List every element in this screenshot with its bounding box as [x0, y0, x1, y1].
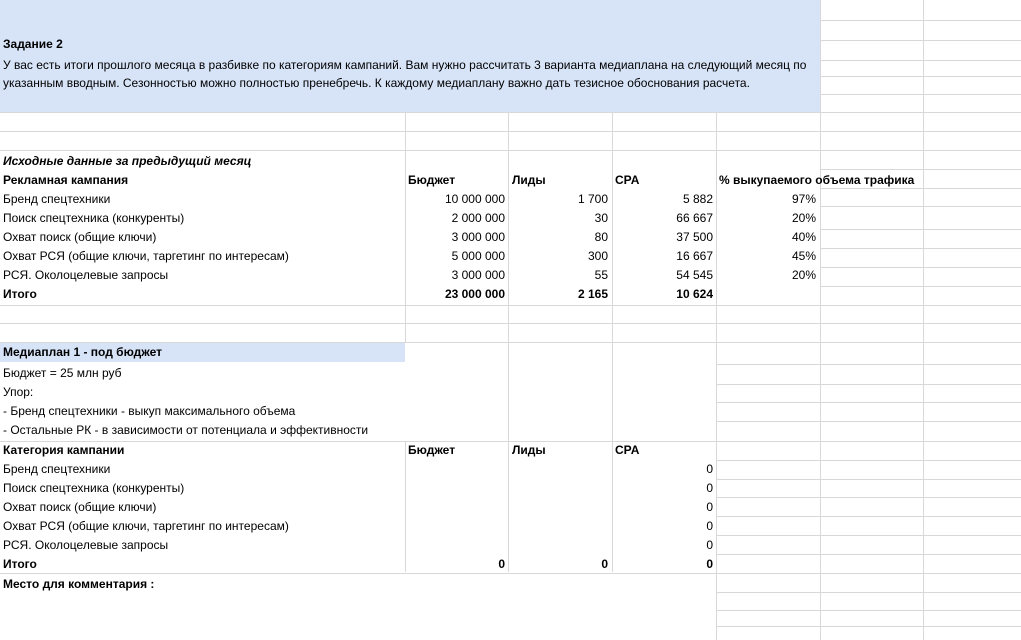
plan1-row-category[interactable]: Поиск спецтехника (конкуренты): [3, 481, 185, 495]
row-border: [716, 535, 1021, 536]
header-budget[interactable]: Бюджет: [408, 173, 456, 187]
source-row-campaign[interactable]: Охват поиск (общие ключи): [3, 230, 157, 244]
row-border: [820, 248, 1021, 249]
row-border: [716, 421, 1021, 422]
source-row-leads[interactable]: 55: [594, 268, 608, 282]
row-border: [0, 323, 1021, 324]
source-row-budget[interactable]: 10 000 000: [444, 192, 505, 206]
row-border: [820, 229, 1021, 230]
plan1-note[interactable]: - Остальные РК - в зависимости от потенциала и эффективности: [3, 423, 369, 437]
plan1-row-cpa[interactable]: 0: [706, 500, 713, 514]
column-border: [508, 342, 509, 572]
source-row-cpa[interactable]: 16 667: [676, 249, 713, 263]
header-campaign[interactable]: Рекламная кампания: [3, 173, 129, 187]
source-row-campaign[interactable]: Бренд спецтехники: [3, 192, 111, 206]
plan1-row-category[interactable]: Бренд спецтехники: [3, 462, 111, 476]
plan1-total-leads[interactable]: 0: [601, 557, 608, 571]
source-total-budget[interactable]: 23 000 000: [444, 287, 505, 301]
plan1-header-category[interactable]: Категория кампании: [3, 443, 125, 457]
plan1-header-leads[interactable]: Лиды: [512, 443, 546, 457]
plan1-note[interactable]: Бюджет = 25 млн руб: [3, 366, 122, 380]
row-border: [820, 94, 1021, 95]
source-heading[interactable]: Исходные данные за предыдущий месяц: [3, 154, 252, 168]
row-border: [0, 305, 1021, 306]
plan1-title[interactable]: Медиаплан 1 - под бюджет: [3, 345, 163, 359]
source-row-leads[interactable]: 300: [587, 249, 608, 263]
row-border: [0, 131, 1021, 132]
source-row-traffic-share[interactable]: 20%: [791, 211, 816, 225]
header-traffic-share[interactable]: % выкупаемого объема трафика: [719, 173, 915, 187]
source-row-leads[interactable]: 1 700: [577, 192, 608, 206]
row-border: [0, 112, 1021, 113]
row-border: [716, 364, 1021, 365]
row-border: [0, 150, 1021, 151]
row-border: [820, 76, 1021, 77]
column-border: [405, 442, 406, 572]
row-border: [716, 592, 1021, 593]
plan1-header-cpa[interactable]: CPA: [615, 443, 640, 457]
source-row-cpa[interactable]: 66 667: [676, 211, 713, 225]
source-row-campaign[interactable]: РСЯ. Околоцелевые запросы: [3, 268, 169, 282]
row-border: [716, 610, 1021, 611]
task-description[interactable]: У вас есть итоги прошлого месяца в разбивке по категориям кампаний. Вам нужно рассчитать 3 варианта медиаплана на следующий месяц по указанным вводным. Сезонностью можно полностью пренебречь. К каждому медиаплану важно дать тезисное обоснования расчета.: [3, 58, 807, 90]
row-border: [716, 497, 1021, 498]
source-row-traffic-share[interactable]: 97%: [791, 192, 816, 206]
source-row-budget[interactable]: 5 000 000: [451, 249, 505, 263]
source-row-leads[interactable]: 30: [594, 211, 608, 225]
source-row-traffic-share[interactable]: 40%: [791, 230, 816, 244]
plan1-header-budget[interactable]: Бюджет: [408, 443, 456, 457]
plan1-total-budget[interactable]: 0: [498, 557, 505, 571]
row-border: [716, 479, 1021, 480]
task-title[interactable]: Задание 2: [3, 37, 63, 51]
row-border: [820, 20, 1021, 21]
row-border: [820, 267, 1021, 268]
column-border: [923, 0, 924, 640]
source-total-cpa[interactable]: 10 624: [676, 287, 713, 301]
source-row-leads[interactable]: 80: [594, 230, 608, 244]
plan1-row-category[interactable]: Охват поиск (общие ключи): [3, 500, 157, 514]
row-border: [716, 402, 1021, 403]
plan1-total-label[interactable]: Итого: [3, 557, 37, 571]
row-border: [716, 460, 1021, 461]
source-row-budget[interactable]: 3 000 000: [451, 268, 505, 282]
source-total-label[interactable]: Итого: [3, 287, 37, 301]
row-border: [820, 206, 1021, 207]
plan1-row-category[interactable]: Охват РСЯ (общие ключи, таргетинг по интересам): [3, 519, 289, 533]
source-row-traffic-share[interactable]: 45%: [791, 249, 816, 263]
row-border: [820, 60, 1021, 61]
source-row-traffic-share[interactable]: 20%: [791, 268, 816, 282]
plan1-row-cpa[interactable]: 0: [706, 538, 713, 552]
row-border: [820, 286, 1021, 287]
source-total-leads[interactable]: 2 165: [577, 287, 608, 301]
column-border: [820, 0, 821, 640]
plan1-row-category[interactable]: РСЯ. Околоцелевые запросы: [3, 538, 169, 552]
row-border: [0, 441, 1021, 442]
row-border: [716, 384, 1021, 385]
row-border: [716, 626, 1021, 627]
source-row-cpa[interactable]: 5 882: [682, 192, 713, 206]
source-row-budget[interactable]: 2 000 000: [451, 211, 505, 225]
plan1-note[interactable]: Упор:: [3, 385, 34, 399]
comment-label[interactable]: Место для комментария :: [3, 577, 155, 591]
row-border: [820, 40, 1021, 41]
plan1-row-cpa[interactable]: 0: [706, 481, 713, 495]
source-row-campaign[interactable]: Охват РСЯ (общие ключи, таргетинг по интересам): [3, 249, 289, 263]
source-row-cpa[interactable]: 54 545: [676, 268, 713, 282]
source-row-campaign[interactable]: Поиск спецтехника (конкуренты): [3, 211, 185, 225]
plan1-total-cpa[interactable]: 0: [706, 557, 713, 571]
header-leads[interactable]: Лиды: [512, 173, 546, 187]
row-border: [820, 169, 1021, 170]
source-row-cpa[interactable]: 37 500: [676, 230, 713, 244]
header-cpa[interactable]: CPA: [615, 173, 640, 187]
plan1-row-cpa[interactable]: 0: [706, 462, 713, 476]
plan1-note[interactable]: - Бренд спецтехники - выкуп максимального объема: [3, 404, 296, 418]
plan1-row-cpa[interactable]: 0: [706, 519, 713, 533]
row-border: [716, 516, 1021, 517]
source-row-budget[interactable]: 3 000 000: [451, 230, 505, 244]
row-border: [716, 554, 1021, 555]
